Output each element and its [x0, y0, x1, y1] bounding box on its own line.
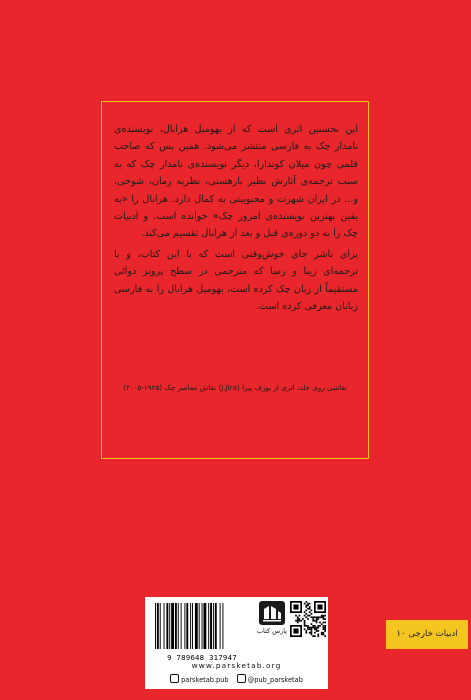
cover-art-credit: نقاشی روی جلد، اثری از یوزف پیرا (J.Jira) نقاش معاصر چک (۱۹۲۵-۲۰۰۵)	[123, 383, 347, 392]
isbn-number: 9 789648 317947	[167, 653, 237, 662]
telegram-icon	[237, 674, 246, 683]
publisher-logo-icon	[259, 601, 285, 625]
blurb-paragraph-2: برای ناشر جای خوش‌وقتی است که با این کتاب، و با ترجمه‌ای زیبا و رسا که مترجمی در سطح پرویز دوائی مستقیماً از زبان چک کرده است، بهومیل هرابال را به فارسی زبانان معرفی کرده است.	[114, 248, 358, 313]
instagram-link[interactable]	[170, 674, 228, 684]
qr-code	[290, 601, 326, 637]
instagram-handle: parsketab.pub	[181, 676, 229, 684]
social-links	[145, 674, 328, 684]
publisher-info-box	[145, 597, 328, 689]
publisher-logo	[257, 601, 287, 645]
publisher-name: پارس کتاب	[256, 627, 287, 635]
publisher-website[interactable]: www.parsketab.org	[191, 661, 282, 670]
isbn-barcode	[151, 601, 253, 661]
back-cover-blurb	[114, 121, 358, 315]
series-label-tag: ادبیات خارجی ۱۰	[386, 620, 468, 649]
instagram-icon	[170, 674, 179, 683]
telegram-link[interactable]	[237, 674, 303, 684]
telegram-handle: @pub_parsketab	[247, 676, 303, 684]
blurb-paragraph-1: این نخستین اثری است که از بهومیل هرابال، نویسنده‌ی نامدار چک به فارسی منتشر می‌شود. همین بس که صاحب قلمی چون میلان کوندارا، دیگر نویسنده‌ی نامدار چک که به سبب ترجمه‌ی آثارش نظیر بارهستی، نظریه رمان، شوخی، و... در ایران شهرت و محبوبیتی به کمال دارد. هرابال را «به یقین بهترین نویسنده‌ی امروز چک» خوانده است. و ادبیات چک را به دو دوره‌ی قبل و بعد از هرابال تقسیم می‌کند.	[114, 124, 358, 240]
